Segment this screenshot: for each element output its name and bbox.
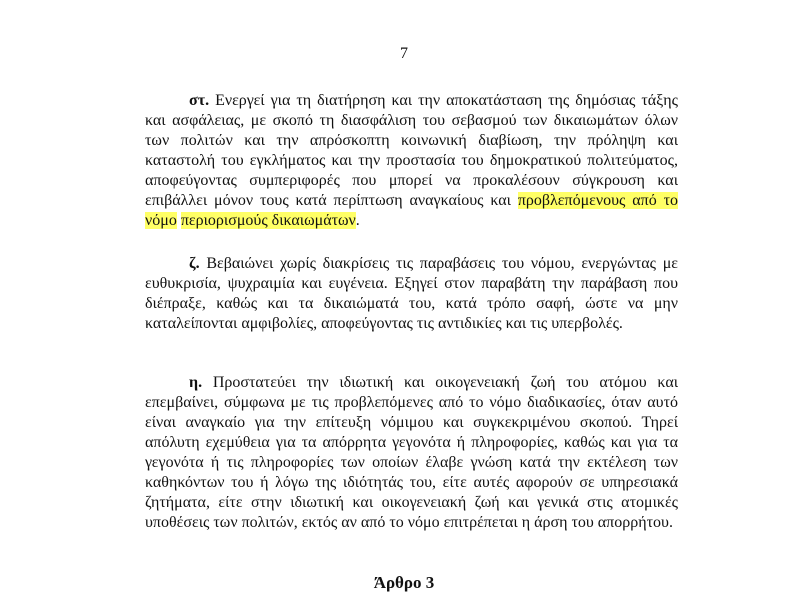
paragraph-marker-h: η. (189, 374, 203, 391)
paragraph-z (145, 254, 678, 334)
paragraph-h (145, 373, 678, 533)
highlight-provided-by-law: προβλεπόμενους από το νόμο (145, 192, 678, 229)
paragraph-text-st: Ενεργεί για τη διατήρηση και την αποκατάσταση της δημόσιας τάξης και ασφάλειας, με σκοπό τη διασφάλιση του σεβασμού των δικαιωμάτων όλων των πολιτών και την απρόσκοπτη κοινωνική διαβίωση, την πρόληψη και καταστολή του εγκλήματος και την προστασία του δημοκρατικού πολιτεύματος, αποφεύγοντας συμπεριφορές που μπορεί να προκαλέσουν σύγκρουση και επιβάλλει μόνον τους κατά περίπτωση αναγκαίους και (145, 92, 678, 209)
highlight-rights-restrictions: περιορισμούς δικαιωμάτων (180, 212, 356, 229)
paragraph-marker-st: στ. (189, 92, 210, 109)
paragraph-text-st-end: . (355, 212, 360, 229)
paragraph-marker-z: ζ. (189, 255, 200, 272)
paragraph-text-h: Προστατεύει την ιδιωτική και οικογενειακή ζωή του ατόμου και επεμβαίνει, σύμφωνα με τις προβλεπόμενες από το νόμο διαδικασίες, όταν αυτό είναι αναγκαίο για την επίτευξη νόμιμου και συγκεκριμένου σκοπού. Τηρεί απόλυτη εχεμύθεια για τα απόρρητα γεγονότα ή πληροφορίες, καθώς και για τα γεγονότα ή τις πληροφορίες των οποίων έλαβε γνώση κατά την εκτέλεση των καθηκόντων του ή λόγω της ιδιότητάς του, είτε αυτές αφορούν σε υπηρεσιακά ζητήματα, είτε στην ιδιωτική και οικογενειακή ζωή και γενικά στις ατομικές υποθέσεις των πολιτών, εκτός αν από το νόμο επιτρέπεται η άρση του απορρήτου. (145, 374, 678, 531)
article-heading: Άρθρο 3 (373, 573, 435, 592)
paragraph-text-z: Βεβαιώνει χωρίς διακρίσεις τις παραβάσεις του νόμου, ενεργώντας με ευθυκρισία, ψυχραιμία και ευγένεια. Εξηγεί στον παραβάτη την παράβαση που διέπραξε, καθώς και τα δικαιώματά του, κατά τρόπο σαφή, ώστε να μην καταλείπονται αμφιβολίες, αποφεύγοντας τις αντιδικίες και τις υπερβολές. (145, 255, 678, 332)
paragraph-st (145, 91, 678, 231)
page-number: 7 (400, 45, 408, 62)
